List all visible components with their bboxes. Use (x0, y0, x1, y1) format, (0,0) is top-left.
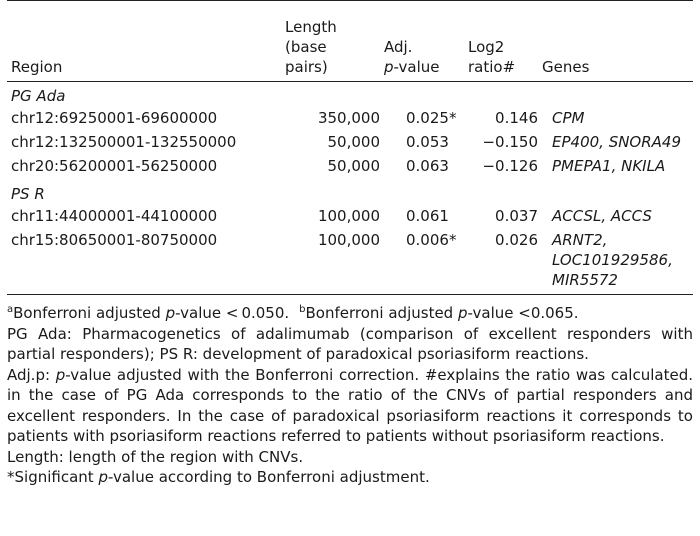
cell-genes: ACCSL, ACCS (552, 207, 652, 225)
cell-adj-p: 0.063 (406, 157, 449, 175)
cell-adj-p: 0.061 (406, 207, 449, 225)
header-length: Length (base pairs) (281, 1, 380, 82)
table-container (7, 0, 693, 488)
cell-adj-p: 0.053 (406, 133, 449, 151)
table-row (7, 230, 693, 295)
cell-length: 100,000 (281, 230, 380, 295)
header-region: Region (7, 1, 281, 82)
footnote-significant: *Significant p-value according to Bonferroni adjustment. (7, 468, 430, 486)
cell-log2: 0.026 (464, 230, 538, 295)
header-adj-p: Adj. p-value (380, 1, 464, 82)
group-label: PS R (11, 185, 45, 203)
table-row (7, 106, 693, 132)
group-row-pg-ada (7, 82, 693, 107)
cell-region: chr11:44000001-44100000 (11, 207, 218, 225)
cell-length: 350,000 (317, 109, 380, 127)
header-genes: Genes (538, 1, 693, 82)
cell-region: chr20:56200001-56250000 (11, 157, 218, 175)
cell-adj-p: 0.006* (380, 230, 464, 295)
cell-genes: ARNT2, LOC101929586, MIR5572 (538, 230, 693, 295)
footnote-adj-p: Adj.p: p-value adjusted with the Bonferroni correction. #explains the ratio was calculated. in the case of PG Ada corresponds to the ratio of the CNVs of partial responders and excellent responders. In the case of paradoxical psoriasiform reactions it corresponds to patients with psoriasiform reactions referred to patients without psoriasiform reactions. (7, 365, 693, 445)
cell-log2: −0.150 (482, 133, 538, 151)
cell-genes: PMEPA1, NKILA (552, 157, 666, 175)
footnote-abbreviations: PG Ada: Pharmacogenetics of adalimumab (comparison of excellent responders with partial responders); PS R: development of paradoxical psoriasiform reactions. (7, 324, 693, 363)
footnote-bonferroni: $^a$Bonferroni adjusted p-value < 0.050. $^b$Bonferroni adjusted p-value <0.065. (7, 304, 579, 322)
cnv-table (7, 0, 693, 295)
cell-length: 50,000 (327, 133, 380, 151)
cell-length: 50,000 (327, 157, 380, 175)
table-footnotes (7, 303, 693, 488)
table-row (7, 132, 693, 156)
footnote-length: Length: length of the region with CNVs. (7, 447, 304, 466)
cell-region: chr12:69250001-69600000 (11, 109, 218, 127)
cell-region: chr12:132500001-132550000 (11, 133, 237, 151)
cell-adj-p: 0.025* (406, 109, 457, 127)
table-row (7, 156, 693, 180)
cell-log2: −0.126 (482, 157, 538, 175)
cell-genes: EP400, SNORA49 (552, 133, 682, 151)
cell-length: 100,000 (317, 207, 380, 225)
group-label: PG Ada (11, 87, 66, 105)
header-log2-ratio: Log2 ratio# (464, 1, 538, 82)
table-header-row (7, 1, 693, 82)
cell-log2: 0.037 (495, 207, 538, 225)
cell-log2: 0.146 (495, 109, 538, 127)
table-row (7, 204, 693, 230)
cell-genes: CPM (552, 109, 585, 127)
group-row-ps-r (7, 180, 693, 204)
cell-region: chr15:80650001-80750000 (7, 230, 281, 295)
